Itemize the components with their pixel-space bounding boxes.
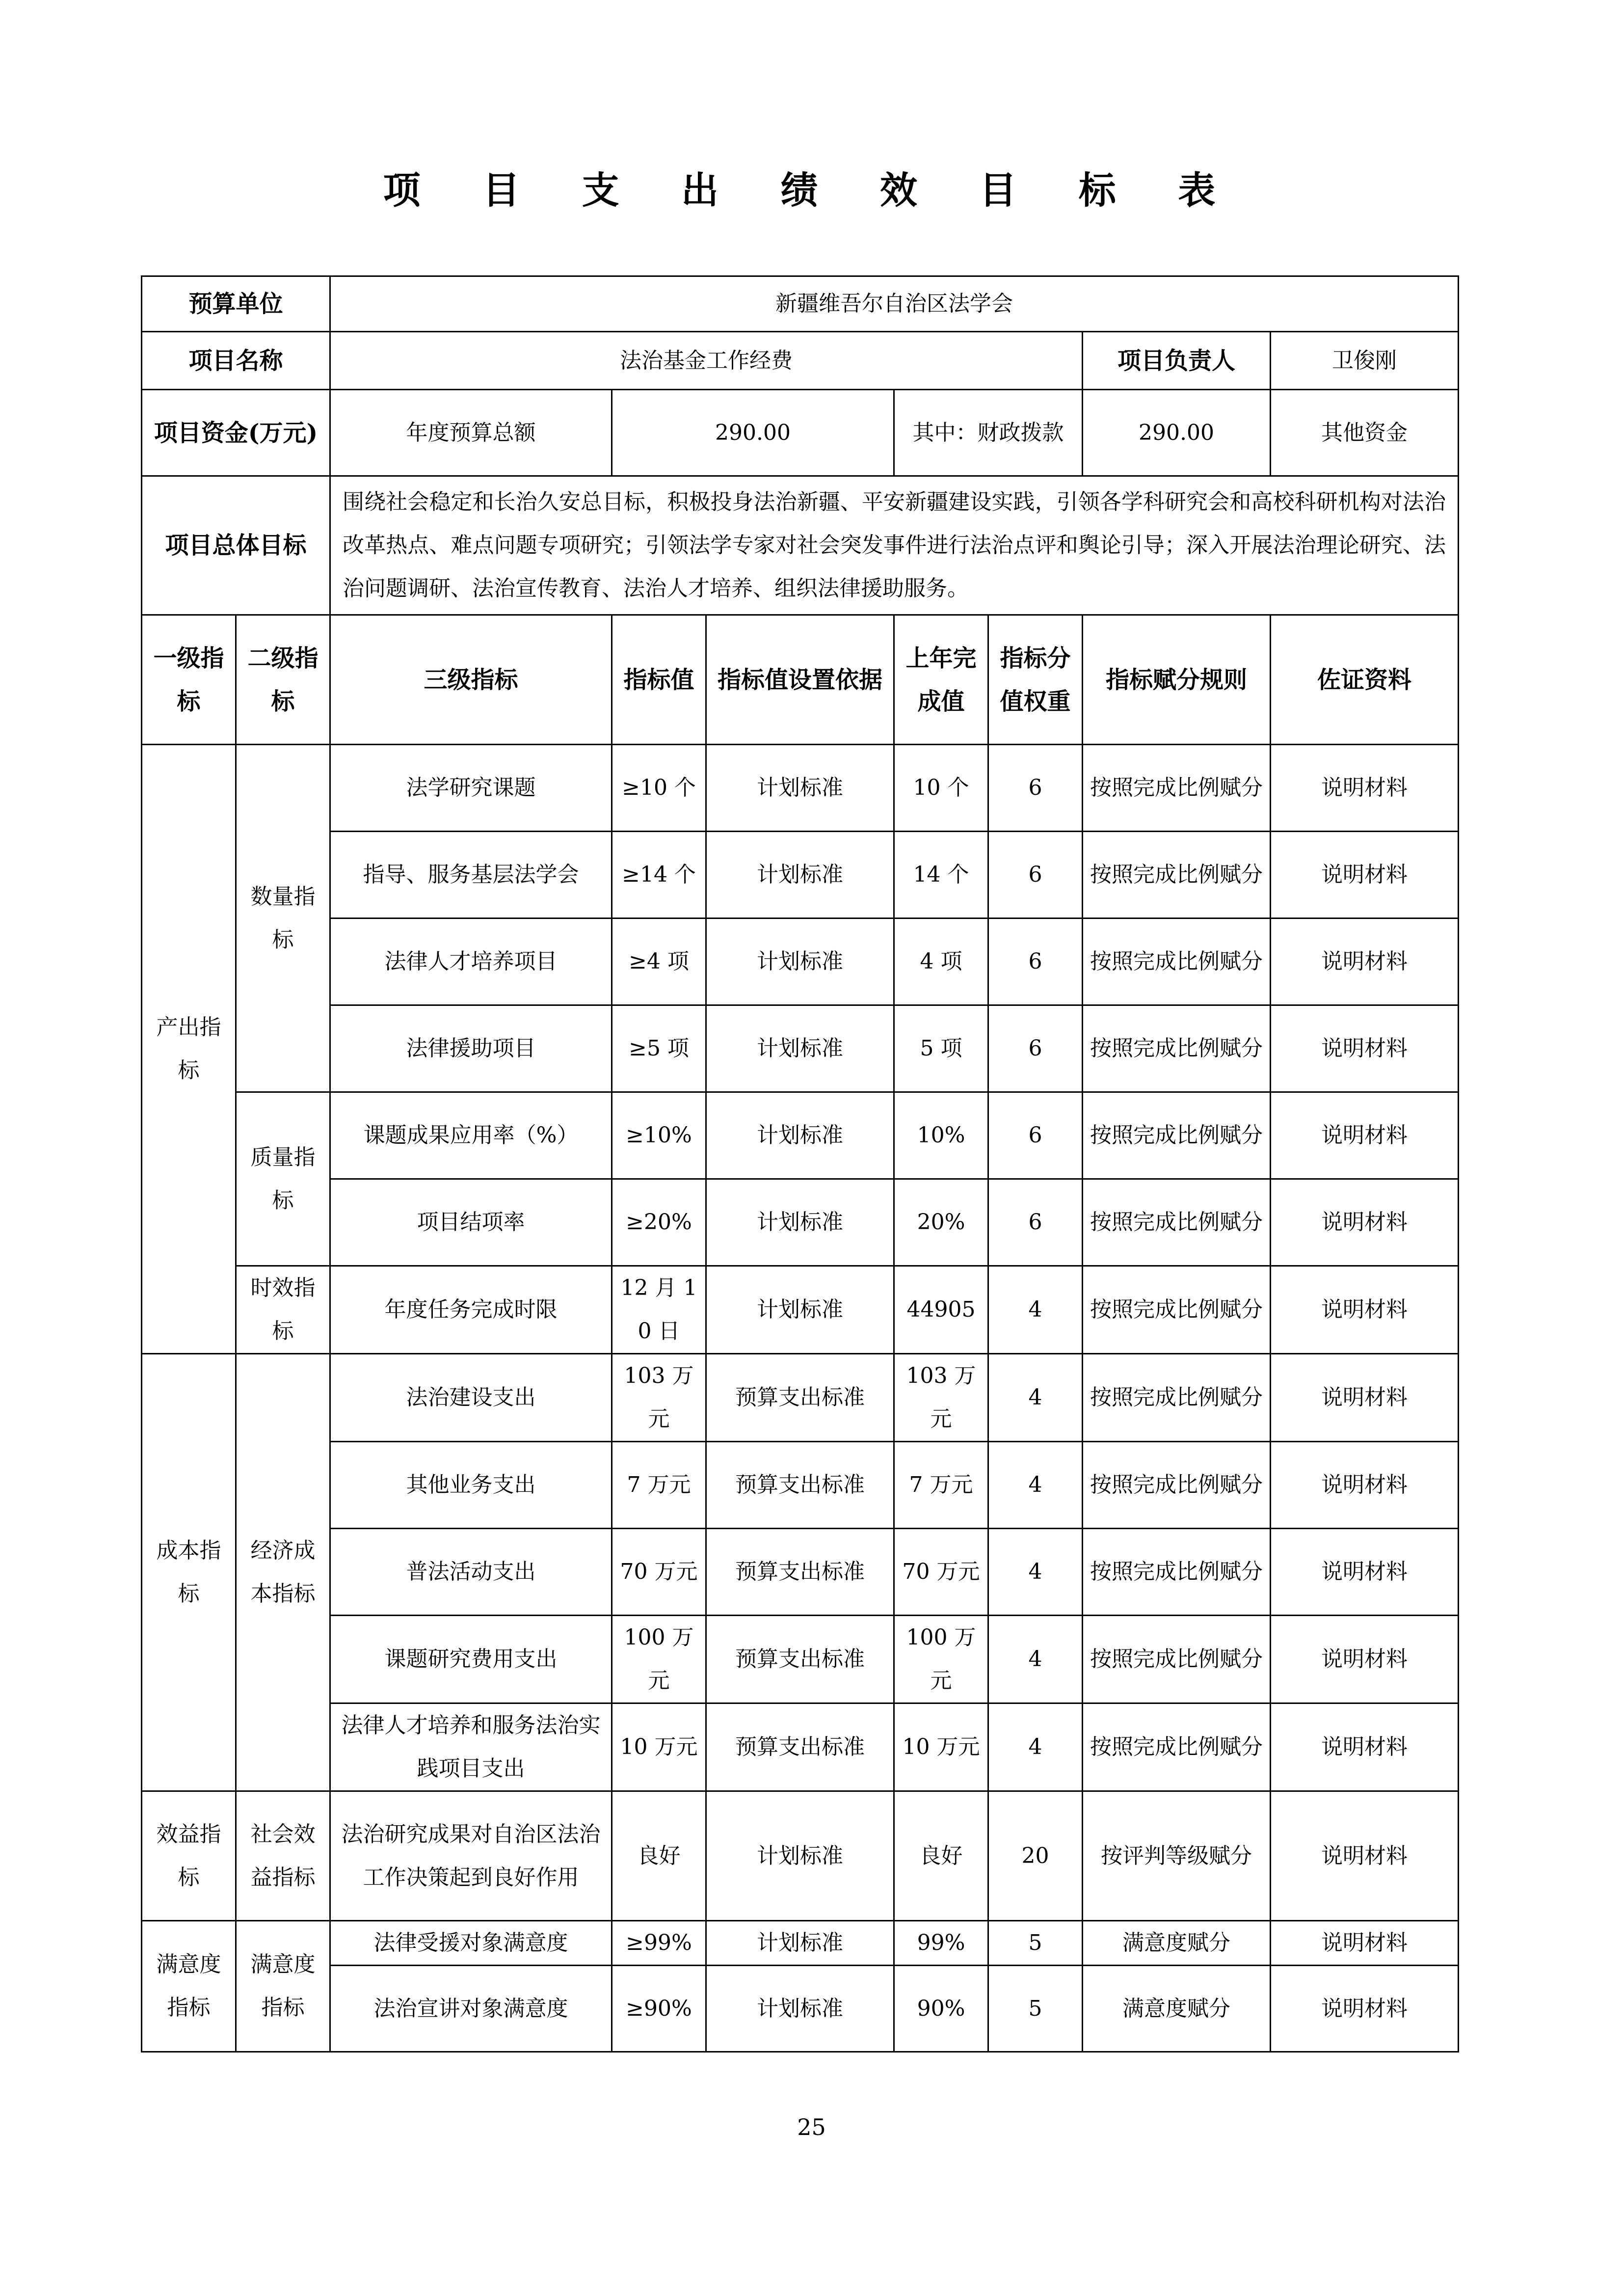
row-weight: 4 — [988, 1442, 1083, 1529]
row-name: 课题成果应用率（%） — [330, 1092, 612, 1179]
group-quantity: 数量指标 — [236, 745, 330, 1092]
row-name: 法律援助项目 — [330, 1005, 612, 1092]
row-rule: 按照完成比例赋分 — [1083, 1266, 1271, 1354]
row-rule: 按评判等级赋分 — [1083, 1791, 1271, 1921]
annual-budget-label: 年度预算总额 — [330, 390, 612, 476]
row-name: 法律人才培养和服务法治实践项目支出 — [330, 1703, 612, 1791]
row-evidence: 说明材料 — [1271, 918, 1459, 1005]
row-name: 年度任务完成时限 — [330, 1266, 612, 1354]
project-name-value: 法治基金工作经费 — [330, 332, 1083, 390]
row-prev: 103 万元 — [894, 1354, 988, 1442]
row-weight: 4 — [988, 1529, 1083, 1616]
row-value: 100 万元 — [612, 1616, 706, 1703]
row-rule: 按照完成比例赋分 — [1083, 1179, 1271, 1266]
row-rule: 按照完成比例赋分 — [1083, 1442, 1271, 1529]
row-evidence: 说明材料 — [1271, 1442, 1459, 1529]
row-name: 课题研究费用支出 — [330, 1616, 612, 1703]
row-value: ≥5 项 — [612, 1005, 706, 1092]
row-prev: 10 个 — [894, 745, 988, 832]
row-weight: 6 — [988, 1092, 1083, 1179]
row-prev: 10% — [894, 1092, 988, 1179]
row-name: 法治研究成果对自治区法治工作决策起到良好作用 — [330, 1791, 612, 1921]
row-rule: 按照完成比例赋分 — [1083, 918, 1271, 1005]
row-rule: 按照完成比例赋分 — [1083, 745, 1271, 832]
row-prev: 7 万元 — [894, 1442, 988, 1529]
row-value: 良好 — [612, 1791, 706, 1921]
funds-label: 项目资金(万元) — [142, 390, 330, 476]
row-evidence: 说明材料 — [1271, 1179, 1459, 1266]
row-value: ≥14 个 — [612, 832, 706, 918]
row-weight: 5 — [988, 1966, 1083, 2052]
goal-label: 项目总体目标 — [142, 476, 330, 615]
group-economic-cost: 经济成本指标 — [236, 1354, 330, 1791]
row-rule: 按照完成比例赋分 — [1083, 1703, 1271, 1791]
row-value: 70 万元 — [612, 1529, 706, 1616]
row-evidence: 说明材料 — [1271, 1266, 1459, 1354]
row-weight: 6 — [988, 918, 1083, 1005]
row-evidence: 说明材料 — [1271, 745, 1459, 832]
row-evidence: 说明材料 — [1271, 1966, 1459, 2052]
row-name: 法律人才培养项目 — [330, 918, 612, 1005]
row-value: 7 万元 — [612, 1442, 706, 1529]
row-value: ≥99% — [612, 1921, 706, 1966]
row-weight: 6 — [988, 1005, 1083, 1092]
row-value: 10 万元 — [612, 1703, 706, 1791]
row-evidence: 说明材料 — [1271, 1921, 1459, 1966]
row-value: ≥4 项 — [612, 918, 706, 1005]
header-value: 指标值 — [612, 615, 706, 745]
header-weight: 指标分值权重 — [988, 615, 1083, 745]
row-rule: 按照完成比例赋分 — [1083, 1005, 1271, 1092]
goal-text: 围绕社会稳定和长治久安总目标，积极投身法治新疆、平安新疆建设实践，引领各学科研究会和高校科研机构对法治改革热点、难点问题专项研究；引领法学专家对社会突发事件进行法治点评和舆论引导；深入开展法治理论研究、法治问题调研、法治宣传教育、法治人才培养、组织法律援助服务。 — [330, 476, 1459, 615]
row-prev: 44905 — [894, 1266, 988, 1354]
project-lead-value: 卫俊刚 — [1271, 332, 1459, 390]
row-basis: 计划标准 — [706, 1266, 894, 1354]
row-weight: 4 — [988, 1266, 1083, 1354]
row-weight: 4 — [988, 1703, 1083, 1791]
row-basis: 预算支出标准 — [706, 1703, 894, 1791]
fiscal-label: 其中：财政拨款 — [894, 390, 1083, 476]
row-weight: 4 — [988, 1616, 1083, 1703]
group-benefit: 效益指标 — [142, 1791, 236, 1921]
row-name: 指导、服务基层法学会 — [330, 832, 612, 918]
group-social-benefit: 社会效益指标 — [236, 1791, 330, 1921]
row-value: 12 月 10 日 — [612, 1266, 706, 1354]
header-level1: 一级指标 — [142, 615, 236, 745]
row-prev: 100 万元 — [894, 1616, 988, 1703]
project-lead-label: 项目负责人 — [1083, 332, 1271, 390]
row-weight: 6 — [988, 745, 1083, 832]
row-rule: 按照完成比例赋分 — [1083, 1529, 1271, 1616]
row-rule: 满意度赋分 — [1083, 1921, 1271, 1966]
row-weight: 6 — [988, 1179, 1083, 1266]
row-name: 法律受援对象满意度 — [330, 1921, 612, 1966]
row-rule: 满意度赋分 — [1083, 1966, 1271, 2052]
header-evidence: 佐证资料 — [1271, 615, 1459, 745]
row-evidence: 说明材料 — [1271, 1005, 1459, 1092]
row-weight: 5 — [988, 1921, 1083, 1966]
header-basis: 指标值设置依据 — [706, 615, 894, 745]
row-basis: 计划标准 — [706, 1966, 894, 2052]
row-rule: 按照完成比例赋分 — [1083, 1092, 1271, 1179]
row-name: 法治建设支出 — [330, 1354, 612, 1442]
row-value: ≥10% — [612, 1092, 706, 1179]
row-evidence: 说明材料 — [1271, 1092, 1459, 1179]
row-evidence: 说明材料 — [1271, 1529, 1459, 1616]
annual-budget-value: 290.00 — [612, 390, 894, 476]
row-prev: 20% — [894, 1179, 988, 1266]
row-basis: 计划标准 — [706, 918, 894, 1005]
budget-unit-value: 新疆维吾尔自治区法学会 — [330, 276, 1459, 332]
page-number: 25 — [797, 2114, 826, 2140]
performance-target-table — [141, 275, 1459, 2053]
header-rule: 指标赋分规则 — [1083, 615, 1271, 745]
row-basis: 预算支出标准 — [706, 1354, 894, 1442]
row-basis: 计划标准 — [706, 1921, 894, 1966]
group-quality: 质量指标 — [236, 1092, 330, 1266]
row-name: 普法活动支出 — [330, 1529, 612, 1616]
row-evidence: 说明材料 — [1271, 1703, 1459, 1791]
row-value: ≥10 个 — [612, 745, 706, 832]
row-basis: 计划标准 — [706, 1005, 894, 1092]
row-basis: 预算支出标准 — [706, 1442, 894, 1529]
row-value: 103 万元 — [612, 1354, 706, 1442]
budget-unit-label: 预算单位 — [142, 276, 330, 332]
row-name: 其他业务支出 — [330, 1442, 612, 1529]
header-level3: 三级指标 — [330, 615, 612, 745]
page-title: 项 目 支 出 绩 效 目 标 表 — [383, 168, 1240, 212]
row-basis: 计划标准 — [706, 832, 894, 918]
row-name: 法治宣讲对象满意度 — [330, 1966, 612, 2052]
row-prev: 10 万元 — [894, 1703, 988, 1791]
row-prev: 4 项 — [894, 918, 988, 1005]
fiscal-value: 290.00 — [1083, 390, 1271, 476]
header-prev: 上年完成值 — [894, 615, 988, 745]
row-evidence: 说明材料 — [1271, 1354, 1459, 1442]
group-output: 产出指标 — [142, 745, 236, 1354]
group-satisfaction: 满意度指标 — [142, 1921, 236, 2052]
row-basis: 预算支出标准 — [706, 1529, 894, 1616]
group-timeliness: 时效指标 — [236, 1266, 330, 1354]
row-basis: 计划标准 — [706, 1179, 894, 1266]
row-basis: 计划标准 — [706, 1791, 894, 1921]
row-prev: 14 个 — [894, 832, 988, 918]
row-weight: 4 — [988, 1354, 1083, 1442]
project-name-label: 项目名称 — [142, 332, 330, 390]
row-name: 项目结项率 — [330, 1179, 612, 1266]
row-weight: 6 — [988, 832, 1083, 918]
row-basis: 计划标准 — [706, 1092, 894, 1179]
row-prev: 90% — [894, 1966, 988, 2052]
row-value: ≥20% — [612, 1179, 706, 1266]
header-level2: 二级指标 — [236, 615, 330, 745]
row-prev: 99% — [894, 1921, 988, 1966]
row-rule: 按照完成比例赋分 — [1083, 832, 1271, 918]
row-prev: 5 项 — [894, 1005, 988, 1092]
row-basis: 预算支出标准 — [706, 1616, 894, 1703]
other-funds-label: 其他资金 — [1271, 390, 1459, 476]
row-prev: 70 万元 — [894, 1529, 988, 1616]
row-prev: 良好 — [894, 1791, 988, 1921]
row-name: 法学研究课题 — [330, 745, 612, 832]
group-satisfaction-sub: 满意度指标 — [236, 1921, 330, 2052]
row-basis: 计划标准 — [706, 745, 894, 832]
row-rule: 按照完成比例赋分 — [1083, 1616, 1271, 1703]
row-evidence: 说明材料 — [1271, 832, 1459, 918]
row-evidence: 说明材料 — [1271, 1791, 1459, 1921]
row-weight: 20 — [988, 1791, 1083, 1921]
row-value: ≥90% — [612, 1966, 706, 2052]
group-cost: 成本指标 — [142, 1354, 236, 1791]
row-rule: 按照完成比例赋分 — [1083, 1354, 1271, 1442]
row-evidence: 说明材料 — [1271, 1616, 1459, 1703]
